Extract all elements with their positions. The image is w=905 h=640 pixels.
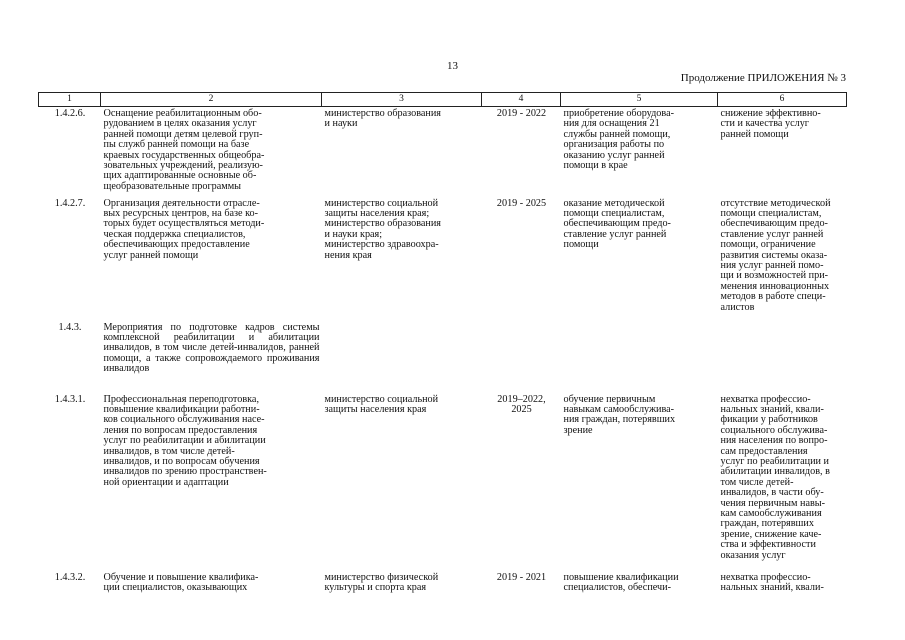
- row-executor: министерство социальной защиты населения края: [324, 393, 439, 415]
- row-period: 2019 - 2025: [496, 197, 547, 209]
- row-result: оказание методической помощи специалистам, обеспечивающим предо- ставление услуг ранней помощи: [563, 197, 671, 251]
- column-number-1: 1: [39, 93, 101, 107]
- row-executor: министерство физической культуры и спорта края: [324, 571, 439, 593]
- row-code: 1.4.3.2.: [54, 571, 86, 583]
- table-row: [39, 197, 847, 321]
- program-measures-table: [38, 92, 847, 611]
- row-result: повышение квалификации специалистов, обеспечи-: [563, 571, 679, 593]
- row-period: 2019 - 2021: [496, 571, 547, 583]
- row-period: [482, 321, 561, 393]
- column-number-5: 5: [561, 93, 718, 107]
- table-row: [39, 571, 847, 611]
- row-consequence: снижение эффективно- сти и качества услуг ранней помощи: [720, 108, 821, 140]
- row-period: 2019 - 2022: [496, 108, 547, 119]
- row-code: 1.4.3.1.: [54, 393, 86, 405]
- appendix-continuation-label: Продолжение ПРИЛОЖЕНИЯ № 3: [680, 72, 846, 84]
- row-consequence: нехватка профессио- нальных знаний, квали- фикации у работников социального обслужива- ния населения по вопро- сам предоставления услуг по реабилитации и абилитации инвалидов, в том числе детей- инвалидов, в части обу- чения первичным навы- кам самообслуживания граждан, потерявших зрение, снижение каче- ства и эффективности оказания услуг: [720, 393, 830, 561]
- table-row: [39, 107, 847, 197]
- row-consequence: [718, 321, 847, 393]
- row-measure: Профессиональная переподготовка, повышение квалификации работни- ков социального обслуживания насе- ления по вопросам предоставления услуг по реабилитации и абилитации инвалидов, в том числе детей- инвалидов, и по вопросам обучения инвалидов по зрению пространствен- ной ориентации и адаптации: [103, 393, 267, 488]
- row-executor: министерство образования и науки: [324, 108, 441, 130]
- row-result: [561, 321, 718, 393]
- row-measure: Оснащение реабилитационным обо- рудованием в целях оказания услуг ранней помощи детям целевой груп- пы служб ранней помощи на базе краевых государственных общеобра- зовательных учреждений, реализую- щих адаптированные основные об- щеобразовательные программы: [103, 108, 265, 192]
- row-consequence: отсутствие методической помощи специалистам, обеспечивающим предо- ставление услуг ранней помощи, ограничение развития системы оказа- ния услуг ранней помо- щи и возможностей при- менения инновационных методов в работе специ- алистов: [720, 197, 831, 313]
- row-period: 2019–2022, 2025: [497, 393, 546, 415]
- page-number: 13: [447, 60, 458, 72]
- column-number-4: 4: [482, 93, 561, 107]
- row-consequence: нехватка профессио- нальных знаний, квали-: [720, 571, 824, 593]
- row-result: обучение первичным навыкам самообслужива- ния граждан, потерявших зрение: [563, 393, 676, 436]
- column-number-6: 6: [718, 93, 847, 107]
- row-code: 1.4.2.6.: [54, 108, 86, 119]
- column-number-3: 3: [322, 93, 482, 107]
- column-number-2: 2: [101, 93, 322, 107]
- row-measure: Мероприятия по подготовке кадров системы комплексной реабилитации и абилитации инвалидов, в том числе детей-инвалидов, ранней помощи, а также сопровождаемого проживания инвалидов: [103, 321, 320, 375]
- table-row: [39, 393, 847, 571]
- row-code: 1.4.2.7.: [54, 197, 86, 209]
- row-code: 1.4.3.: [58, 321, 82, 333]
- row-measure: Организация деятельности отрасле- вых ресурсных центров, на базе ко- торых будет осуществляться методи- ческая поддержка специалистов, обеспечивающих предоставление услуг ранней помощи: [103, 197, 265, 261]
- row-result: приобретение оборудова- ния для оснащения 21 службы ранней помощи, организация работы по оказанию услуг ранней помощи в крае: [563, 108, 674, 172]
- row-executor: [322, 321, 482, 393]
- column-number-row: [39, 93, 847, 107]
- row-executor: министерство социальной защиты населения края; министерство образования и науки края; министерство здравоохра- нения края: [324, 197, 441, 261]
- table-row: [39, 321, 847, 393]
- row-measure: Обучение и повышение квалифика- ции специалистов, оказывающих: [103, 571, 259, 593]
